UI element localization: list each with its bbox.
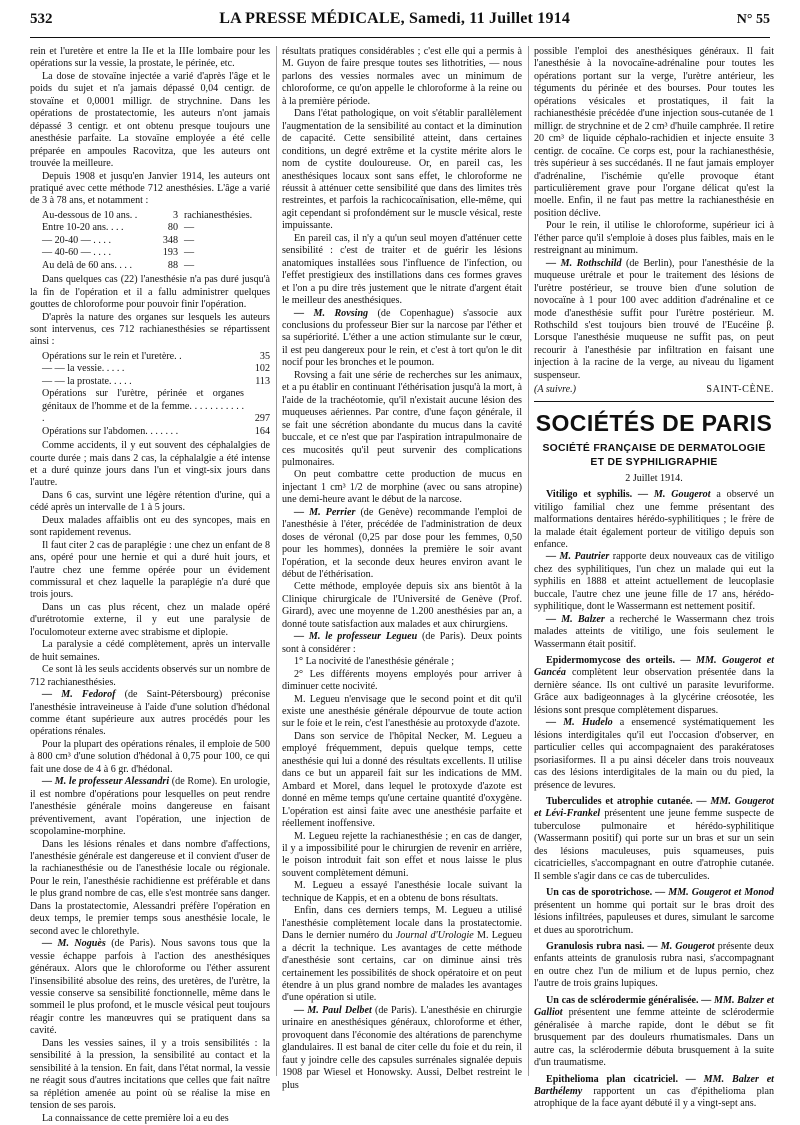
page-header bbox=[30, 10, 770, 34]
paragraph: possible l'emploi des anesthésiques généraux. Il fait l'anesthésie à la novocaïne-adrénaline pour toutes les opérations portant sur la verge, l'urètre antérieur, les téguments du périnée et des bourses. Pour toutes les opérations vésicales et prostatiques, il fait la rachianesthésie précédée d'une injection sous-cutanée de 1 milligr. de strychnine et de 2 cm³ d'huile camphrée. Il retire 20 cm³ de liquide céphalo-rachidien et injecte ensuite 3 centigr. de cocaïne. Ce corps est, pour la rachianesthésie, très supérieur à ses succédanés. Il ne faut jamais employer d'adrénaline, l'ischémie qu'elle provoque étant particulièrement grave pour l'organe délicat qu'est la moelle. Enfin, il ne faut pas mettre la rachianesthésie en position déclive. bbox=[534, 46, 774, 219]
speaker-name: — M. Rothschild bbox=[546, 257, 622, 269]
page-number: 532 bbox=[30, 11, 53, 27]
column-divider bbox=[276, 46, 277, 1076]
list-item: 2° Les différents moyens employés pour arriver à diminuer cette nocivité. bbox=[282, 668, 522, 693]
paragraph: M. Legueu rejette la rachianesthésie ; en cas de danger, il y a impossibilité pour le chirurgien de revenir en arrière, le poison introduit fait son effet et nous laisse le plus souvent complètement démuni. bbox=[282, 830, 522, 879]
operations-table bbox=[30, 351, 270, 438]
column-2 bbox=[282, 46, 523, 1091]
table-row: Au-dessous de 10 ans. . 3 rachianesthésies. bbox=[42, 209, 253, 221]
paragraph: Dans les lésions rénales et dans nombre d'affections, l'anesthésie générale est dangereuse et il convient d'user de la rachianesthésie ou de l'anesthésie locale ou régionale. Pour le rein, l'anesthésie rachidienne est préférable et dans le plus grand nombre de cas, elle s'est montrée sans danger. Dans la prostatectomie, Alessandri préfère l'opération en deux temps, le premier temps sous anesthésie locale, le second avec le chlorethyle. bbox=[30, 838, 270, 937]
session-date: 2 Juillet 1914. bbox=[625, 472, 683, 484]
report-title: Un cas de sporotrichose. bbox=[546, 887, 653, 899]
report-title: Un cas de sclérodermie généralisée. bbox=[546, 994, 699, 1006]
speaker-paragraph: — M. le professeur Alessandri (de Rome). En urologie, il est nombre d'opérations pour lesquelles on peut rendre l'anesthésie générale moins dangereuse en faisant préventivement, avant l'opération, une injection de scopolamine-morphine. bbox=[30, 776, 270, 838]
report-item: Tuberculides et atrophie cutanée. — MM. Gougerot et Lévi-Frankel présentent une jeune femme suspecte de tuberculose pulmonaire et hérédo-syphilitique (Wassermann positif) qui porte sur un bras et sur un sein des lésions maculeuses, puis squameuses, puis cicatricielles, s'accompagnant en outre d'atrophie cutanée. Il semble s'agir dans ce cas de tuberculides. bbox=[534, 796, 774, 882]
paragraph: rein et l'uretère et entre la IIe et la IIIe lombaire pour les opérations sur la vessie, la prostate, le périnée, etc. bbox=[30, 46, 270, 70]
list-item: 1° La nocivité de l'anesthésie générale ; bbox=[294, 656, 454, 668]
section-title: SOCIÉTÉS DE PARIS bbox=[535, 409, 773, 436]
paragraph: La connaissance de cette première loi a eu des bbox=[42, 1112, 229, 1124]
paragraph: La dose de stovaïne injectée a varié d'après l'âge et le poids du sujet et n'a jamais dépassé 0,04 centigr. de stovaïne et 0,0001 milligr. de strychnine. Dans les opérations de prostatectomie, les auteurs n'ont jamais dépassé 3 centigr. et ont obtenu presque toujours une anesthésie parfaite. La stovaïne employée a été celle préparée en ampoules Racovitza, que les auteurs ont trouvée la meilleure. bbox=[30, 70, 270, 170]
table-row: — — la prostate. . . . . 113 bbox=[42, 375, 270, 387]
paragraph: Deux malades affaiblis ont eu des syncopes, mais en sont rapidement revenus. bbox=[30, 514, 270, 539]
speaker-paragraph: — M. le professeur Legueu (de Paris). Deux points sont à considérer : bbox=[282, 631, 522, 655]
speaker-paragraph: — M. Perrier (de Genève) recommande l'emploi de l'anesthésie à l'éter, précédée de l'administration de deux doses de véronal (0,25 par dose pour les femmes, 0,50 pour les hommes), données la première le soir avant l'opération, et la seconde deux heures environ avant le début de l'éthérisation. bbox=[282, 506, 523, 581]
report-title: Granulosis rubra nasi. bbox=[546, 941, 645, 952]
table-row: Opérations sur le rein et l'uretère. . 35 bbox=[42, 350, 270, 362]
article-signature bbox=[534, 384, 774, 396]
speaker-name: — M. Perrier bbox=[294, 506, 356, 518]
header-rule bbox=[30, 37, 770, 38]
speaker-name: — M. le professeur Alessandri bbox=[42, 776, 170, 788]
report-item: Epidermomycose des orteils. — MM. Gougerot et Gancéa complètent leur observation présentée dans la dernière séance. Ils ont cultivé un parasite levuriforme. Grâce aux badigeonnages à la glycérine créosotée, les lésions sont presque complètement disparues. bbox=[534, 655, 774, 716]
report-title: Vitiligo et syphilis. bbox=[546, 489, 633, 501]
speaker-name: — M. Paul Delbet bbox=[294, 1004, 372, 1016]
table-row: Entre 10-20 ans. . . . 80 — bbox=[42, 222, 195, 234]
section-rule bbox=[534, 401, 774, 402]
paragraph: On peut combattre cette production de mucus en injectant 1 cm³ 1/2 de morphine (avec ou sans atropine) une demi-heure avant le début de la narcose. bbox=[282, 469, 522, 506]
paragraph: Dans 6 cas, survint une légère rétention d'urine, qui a cédé après un intervalle de 1 à 5 jours. bbox=[30, 489, 270, 514]
paragraph: Dans un cas plus récent, chez un malade opéré d'urétrotomie externe, il y eut une paralysie de l'oculomoteur externe avec strabisme et diplopie. bbox=[30, 601, 270, 638]
paragraph: M. Legueu a essayé l'anesthésie locale suivant la technique de Kappis, et en a obtenu de bons résultats. bbox=[282, 880, 522, 904]
table-row: Opérations sur l'urètre, périnée et organes génitaux de l'homme et de la femme. . . . . . . . . . . . 297 bbox=[42, 388, 270, 425]
society-name: SOCIÉTÉ FRANÇAISE DE DERMATOLOGIE bbox=[542, 442, 766, 454]
journal-reference: Journal d'Urologie bbox=[395, 930, 474, 942]
paragraph: Comme accidents, il y eut souvent des céphalalgies de courte durée ; mais dans 2 cas, la céphalalgie a été intense et a duré quinze jours dans l'un et vingt-six jours dans l'autre. bbox=[30, 440, 270, 489]
report-item: Epithelioma plan cicatriciel. — MM. Balzer et Barthélemy rapportent un cas d'épithelioma plan atrophique de la face ayant débuté il y a vingt-sept ans. bbox=[534, 1073, 774, 1110]
column-divider bbox=[528, 46, 529, 1076]
to-be-continued: (A suivre.) bbox=[534, 384, 577, 396]
paragraph: Rovsing a fait une série de recherches sur les animaux, et a pu établir en continuant l'éthérisation jusqu'à la mort, à l'aide de la trachéotomie, qu'il n'existait aucune lésion des muqueuses aériennes. Par contre, d'une façon générale, il se fait une sécrétion abondante du mucus dans la cavité buccale, et ce n'est que par l'aspiration intrapulmonaire de ces mucosités qu'il peut survenir des complications pulmonaires. bbox=[282, 369, 522, 468]
paragraph: En pareil cas, il n'y a qu'un seul moyen d'atténuer cette sensibilité : c'est de traiter et de guérir les lésions anatomiques installées sous l'influence de l'infection, ou l'effet prestigieux des instillations dans ces formes graves et l'on a pu dire très justement que le nitrate d'argent était le meilleur des anesthésiques. bbox=[282, 232, 522, 307]
paragraph: Il faut citer 2 cas de paraplégie : une chez un enfant de 8 ans, opéré pour une hernie et qui a duré huit jours, et l'autre chez une femme opérée pour un évidement commissural et chez laquelle la paraplégie n'a duré que trois jours. bbox=[30, 539, 270, 601]
report-item: Vitiligo et syphilis. — M. Gougerot a observé un vitiligo familial chez une femme présentant des malformations dentaires hérédo-syphilitiques ; le frère de la malade était également porteur de vitiligo depuis son enfance. bbox=[534, 489, 774, 550]
paragraph: résultats pratiques considérables ; c'est elle qui a permis à M. Guyon de faire presque toutes ses lithotrities, — nous parlons des vessies normales avec un minimum de chloroforme, ce qu'on appelle le chloroforme à la reine ou à la première période. bbox=[282, 46, 522, 107]
speaker-name: — M. le professeur Legueu bbox=[294, 631, 418, 643]
paragraph: Dans les vessies saines, il y a trois sensibilités : la sensibilité à la pression, la sensibilité au contact et la sensibilité à la tension. En fait, dans l'état normal, la vessie ne réagit sous d'autres incitations que celles que fait naître sa réplétion amenée au point où se réalise la mise en tension de ses parois. bbox=[30, 1037, 271, 1112]
paragraph: Pour le rein, il utilise le chloroforme, supérieur ici à l'éther parce qu'il s'emploie à doses plus faibles, mais en le restreignant au minimum. bbox=[534, 220, 774, 257]
speaker-paragraph: — M. Noguès (de Paris). Nous savons tous que la vessie échappe parfois à l'action des anesthésiques généraux. Alors que le chloroforme ou l'éther assurent l'insensibilité absolue des reins, des uretères, de l'urètre, la vessie conserve sa sensibilité fonctionnelle, même dans le sommeil le plus profond, et le muscle vésical peut toujours réagir contre les manœuvres qui se pratiquent dans sa cavité. bbox=[30, 938, 270, 1037]
report-item: Granulosis rubra nasi. — M. Gougerot présente deux enfants atteints de granulosis rubra nasi, s'accompagnant en outre chez l'un de milium et de lupus pernio, chez l'autre de trois grains lupiques. bbox=[534, 941, 775, 990]
report-item: Un cas de sclérodermie généralisée. — MM. Balzer et Galliot présentent une femme atteinte de sclérodermie généralisée à marche rapide, dont le début se fit brusquement par des douleurs rhumatismales. Dans un autre cas, la sclérodermie débuta brusquement à la suite d'un traumatisme. bbox=[534, 994, 774, 1069]
report-item: — M. Hudelo a ensemencé systématiquement les lésions interdigitales qu'il eut l'occasion d'observer, en particulier celles qui accompagnaient des parakératoses psoriasiformes. Il a pu ainsi déceler dans trois nouveaux cas des lésions interdigitales de la main ou du pied, la présence de levures. bbox=[534, 717, 774, 791]
table-row: — 40-60 — . . . . 193 — bbox=[42, 247, 195, 259]
table-row: Opérations sur l'abdomen. . . . . . . 164 bbox=[42, 425, 270, 437]
table-row: Au delà de 60 ans. . . . 88 — bbox=[42, 259, 195, 271]
author-signature: SAINT-CÈNE. bbox=[706, 384, 774, 396]
paragraph: Pour la plupart des opérations rénales, il emploie de 500 à 800 cm³ d'une solution d'hédonal à 0,75 pour 100, ce qui fait une dose de 4 à 6 gr. d'hédonal. bbox=[30, 738, 270, 775]
column-1 bbox=[30, 46, 271, 1124]
report-item: — M. Balzer a recherché le Wassermann chez trois malades atteints de vitiligo, une fois seulement le Wassermann était positif. bbox=[534, 613, 774, 650]
report-title: Epithelioma plan cicatriciel. bbox=[546, 1073, 678, 1085]
age-table bbox=[30, 210, 270, 272]
paragraph: Dans l'état pathologique, on voit s'établir parallèlement l'augmentation de la sensibilité au contact et la diminution de capacité. Cette sensibilité atteint, dans certaines conditions, un degré extrême et la cystite mérite alors le nom de cystite douloureuse. Or, en pareil cas, les anesthésiques locaux sont sans effet, le chloroforme ne réussit à atténuer cette sensibilité que dans des limites très restreintes, et parfois la rachicocaïnisation, elle-même, qui agit cependant si profondément sur le muscle vésical, reste impuissante. bbox=[282, 108, 522, 232]
column-3 bbox=[534, 46, 775, 1110]
speaker-paragraph: — M. Fedorof (de Saint-Pétersbourg) préconise l'anesthésie intraveineuse à l'aide d'une solution d'hédonal comme étant supérieure aux autres procédés pour les opérations rénales. bbox=[30, 689, 270, 738]
report-title: Epidermomycose des orteils. bbox=[546, 655, 675, 667]
table-row: — 20-40 — . . . . 348 — bbox=[42, 234, 195, 246]
paragraph: Cette méthode, employée depuis six ans bientôt à la Clinique chirurgicale de l'Université de Genève (Prof. Girard), avec une moyenne de 1.200 anesthésies par an, a donné toute satisfaction aux malades et aux chirurgiens. bbox=[282, 581, 522, 630]
paragraph: Dans son service de l'hôpital Necker, M. Legueu a employé fréquemment, depuis quelque temps, cette anesthésie qui lui a donné des résultats excellents. Il utilise dans ce but un appareil fait sur les indications de MM. Ambard et Morel, dans lequel le protoxyde d'azote est donné en même temps qu'une certaine quantité d'oxygène. L'opération est ainsi faite avec une anesthésie parfaite et réellement inoffensive. bbox=[282, 730, 522, 830]
speaker-name: — M. Noguès bbox=[42, 938, 106, 950]
speaker-paragraph: — M. Rovsing (de Copenhague) s'associe aux conclusions du professeur Bier sur la narcose par l'éther et sa supériorité. L'éther a une action stimulante sur le cœur, il est peu dangereux pour le rein, et c'est à tort qu'on le dit nocif pour les bronches et le poumon. bbox=[282, 307, 522, 369]
paragraph: M. Legueu n'envisage que le second point et dit qu'il existe une anesthésie générale dépourvue de toute action sur le foie et le rein, c'est l'anesthésie au protoxyde d'azote. bbox=[282, 693, 522, 730]
report-item: — M. Pautrier rapporte deux nouveaux cas de vitiligo chez des syphilitiques, l'un chez un malade qui eut la syphilis en 1888 et atteint actuellement de leucoplasie buccale, l'autre chez une jeune fille de 17 ans, hérédo-syphilitique, dont le Wassermann est nettement positif. bbox=[534, 551, 774, 613]
society-name: ET DE SYPHILIGRAPHIE bbox=[590, 456, 718, 468]
journal-title: LA PRESSE MÉDICALE, Samedi, 11 Juillet 1914 bbox=[219, 10, 571, 27]
issue-number: N° 55 bbox=[736, 12, 770, 27]
speaker-name: — M. Fedorof bbox=[42, 689, 116, 701]
speaker-paragraph: — M. Rothschild (de Berlin), pour l'anesthésie de la muqueuse urétrale et pour le traitement des lésions de l'urètre postérieur, se trouve bien d'une solution de novocaïne à 1 pour 100 avec addition d'adrénaline et ce mode d'anesthésie suffit pour l'urètre postérieur. M. Rothschild s'est toujours bien trouvé de l'Eucéine β. Lorsque l'anesthésie muqueuse ne suffit pas, on peut recourir à l'anesthésie par infiltration en faisant une injection à la racine de la verge, au niveau du ligament suspenseur. bbox=[534, 257, 774, 381]
paragraph: D'après la nature des organes sur lesquels les auteurs sont intervenus, ces 712 rachianesthésies se répartissent ainsi : bbox=[30, 311, 270, 348]
speaker-name: — M. Rovsing bbox=[294, 307, 369, 319]
paragraph: Dans quelques cas (22) l'anesthésie n'a pas duré jusqu'à la fin de l'opération et il a fallu administrer quelques gouttes de chloroforme pour pouvoir finir l'opération. bbox=[30, 274, 270, 311]
paragraph: Ce sont là les seuls accidents observés sur un nombre de 712 rachianesthésies. bbox=[30, 664, 270, 688]
paragraph: Depuis 1908 et jusqu'en Janvier 1914, les auteurs ont pratiqué avec cette méthode 712 anesthésies. L'âge a varié de 3 à 78 ans, et notamment : bbox=[30, 170, 270, 207]
report-title: Tuberculides et atrophie cutanée. bbox=[546, 796, 693, 808]
paragraph: Enfin, dans ces derniers temps, M. Legueu a utilisé l'anesthésie complètement locale dans la prostatectomie. Dans le dernier numéro du Journal d'Urologie M. Legueu a décrit la technique. Les avantages de cette méthode d'anesthésie sont certains, car on diminue ainsi très certainement les possibilités de shock opératoire et on peut étendre à un plus grand nombre de malades les avantages d'une opération si utile. bbox=[282, 905, 523, 1004]
table-row: — — la vessie. . . . . 102 bbox=[42, 363, 270, 375]
speaker-paragraph: — M. Paul Delbet (de Paris). L'anesthésie en chirurgie urinaire en anesthésiques généraux, chloroforme et éther, provoquent dans l'économie des altérations de parenchyme glandulaires. Il est banal de citer celle du foie et du rein, il faut y joindre celle des capsules surrénales signalée depuis 1908 par Wiesel et Honowsky. Aussi, Delbet restreint le plus bbox=[282, 1004, 522, 1091]
report-item: Un cas de sporotrichose. — MM. Gougerot et Monod présentent un homme qui portait sur le bras droit des lésions infiltrées, papuleuses et dures, simulant le sarcome et dues au sporotrichum. bbox=[534, 887, 774, 936]
paragraph: La paralysie a cédé complètement, après un intervalle de huit semaines. bbox=[30, 639, 270, 663]
